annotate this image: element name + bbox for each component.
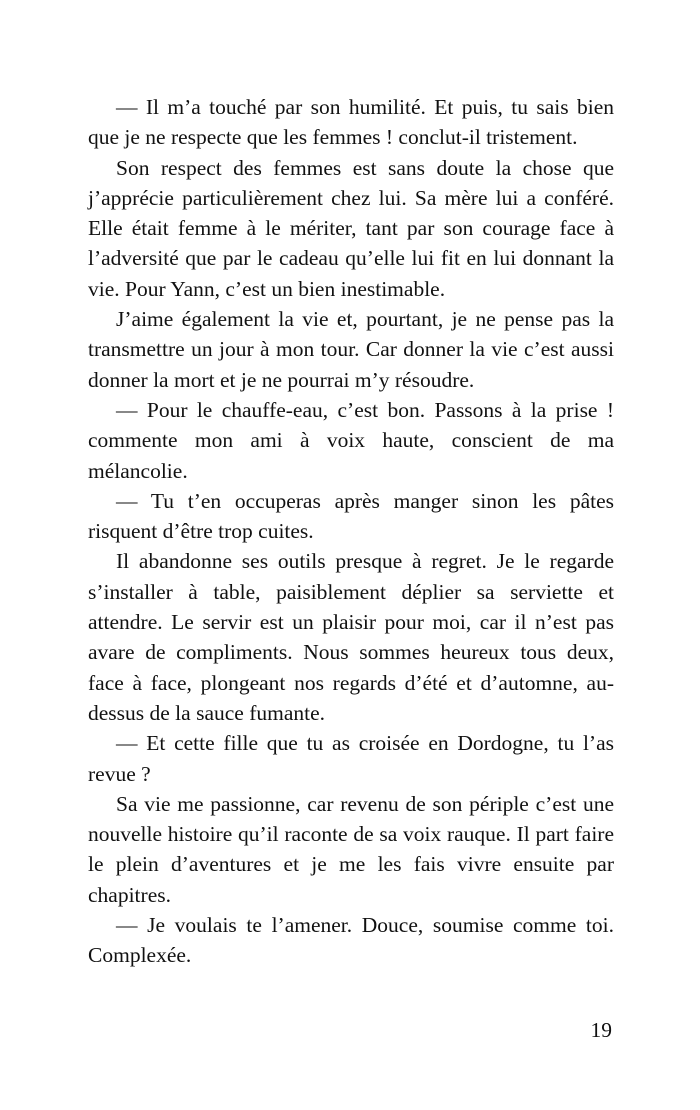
paragraph: J’aime également la vie et, pourtant, je ne pense pas la transmettre un jour à mon tour. Car donner la vie c’est aussi donner la mort et je ne pourrai m’y résoudre. [88, 307, 614, 392]
paragraph: Il abandonne ses outils presque à regret. Je le regarde s’installer à table, paisiblement déplier sa serviette et attendre. Le servir est un plaisir pour moi, car il n’est pas avare de compliments. Nous sommes heureux tous deux, face à face, plongeant nos regards d’été et d’automne, au-dessus de la sauce fumante. [88, 549, 614, 725]
paragraph: Sa vie me passionne, car revenu de son périple c’est une nouvelle histoire qu’il raconte de sa voix rauque. Il part faire le plein d’aventures et je me les fais vivre ensuite par chapitres. [88, 791, 614, 907]
paragraph: — Et cette fille que tu as croisée en Dordogne, tu l’as revue ? [88, 731, 614, 786]
page-number: 19 [590, 1018, 612, 1042]
body-text [88, 92, 614, 971]
paragraph: Son respect des femmes est sans doute la chose que j’apprécie particulièrement chez lui. Sa mère lui a conféré. Elle était femme à le mériter, tant par son courage face à l’adversité que par le cadeau qu’elle lui fit en lui donnant la vie. Pour Yann, c’est un bien inestimable. [88, 155, 614, 301]
paragraph: — Je voulais te l’amener. Douce, soumise comme toi. Complexée. [88, 913, 614, 968]
paragraph: — Tu t’en occuperas après manger sinon les pâtes risquent d’être trop cuites. [88, 488, 614, 544]
paragraph: — Pour le chauffe-eau, c’est bon. Passons à la prise ! commente mon ami à voix haute, conscient de ma mélancolie. [88, 397, 614, 483]
paragraph: — Il m’a touché par son humilité. Et puis, tu sais bien que je ne respecte que les femmes ! conclut-il tristement. [88, 95, 614, 150]
